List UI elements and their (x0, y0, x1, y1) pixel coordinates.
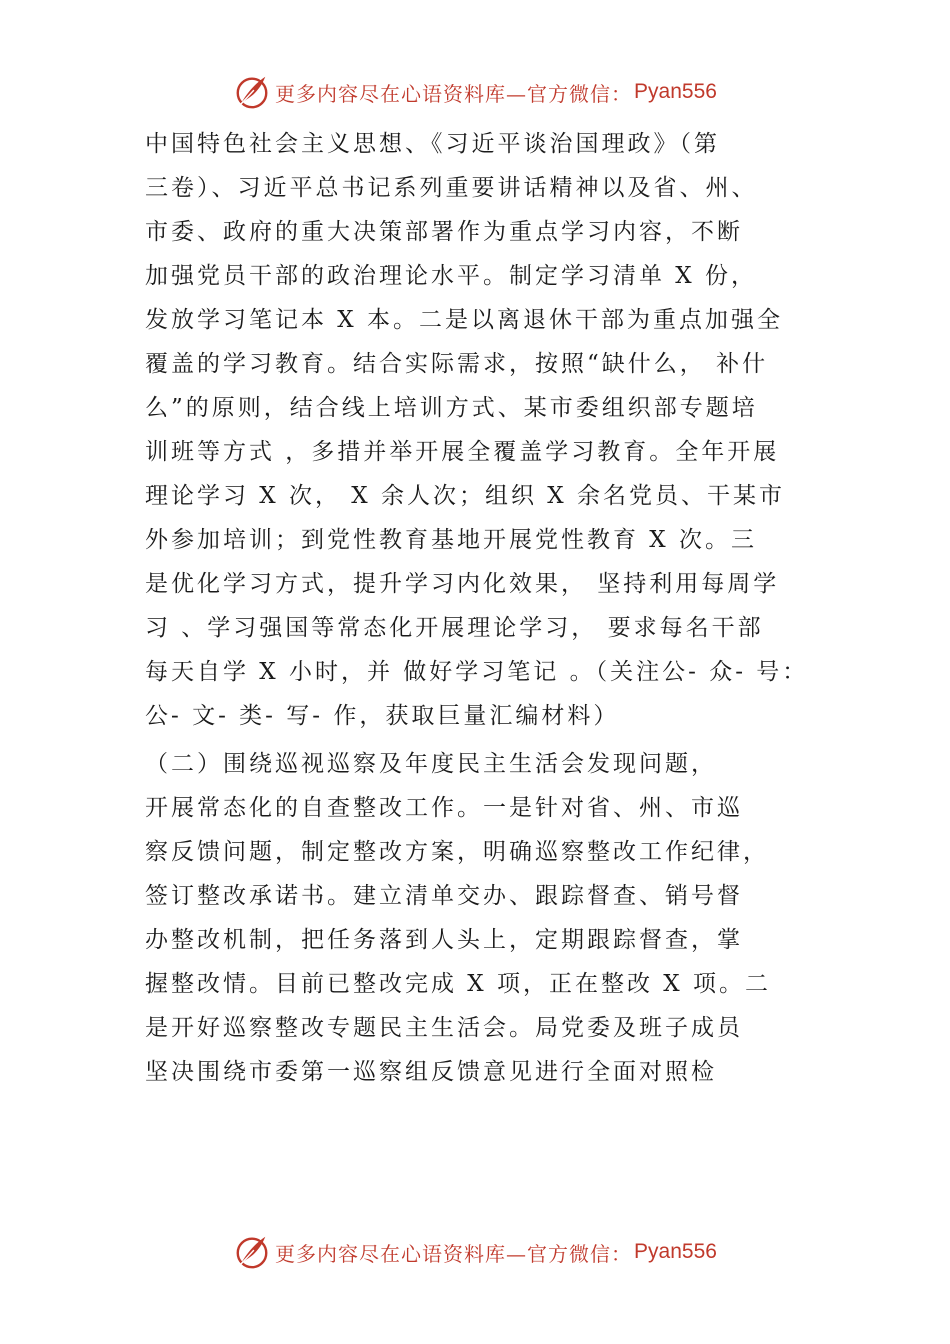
document-body (145, 122, 835, 1094)
text-line: 外参加培训；到党性教育基地开展党性教育 X 次。三 (145, 527, 757, 553)
text-line: 三卷）、习近平总书记系列重要讲话精神以及省、州、 (145, 175, 758, 201)
header-wechat-id: Pyan556 (634, 80, 717, 103)
text-line: 习 、学习强国等常态化开展理论学习， 要求每名干部 (145, 615, 764, 641)
footer-banner (0, 1232, 950, 1272)
footer-site-text: 更多内容尽在心语资料库—官方微信： (275, 1241, 633, 1266)
text-line: 签订整改承诺书。建立清单交办、跟踪督查、销号督 (145, 883, 743, 909)
feather-quill-logo-icon (233, 1233, 271, 1271)
text-line: 市委、政府的重大决策部署作为重点学习内容，不断 (145, 219, 743, 245)
text-line: 覆盖的学习教育。结合实际需求，按照“缺什么， 补什 (145, 351, 769, 377)
text-line: 理论学习 X 次， X 余人次；组织 X 余名党员、干某市 (145, 483, 785, 509)
text-line: 发放学习笔记本 X 本。二是以离退休干部为重点加强全 (145, 307, 783, 333)
text-line: 握整改情。目前已整改完成 X 项，正在整改 X 项。二 (145, 971, 771, 997)
text-line: （二）围绕巡视巡察及年度民主生活会发现问题， (145, 751, 717, 777)
text-line: 训班等方式 ，多措并举开展全覆盖学习教育。全年开展 (145, 439, 780, 465)
text-line: 加强党员干部的政治理论水平。制定学习清单 X 份， (145, 263, 757, 289)
text-line: 公- 文- 类- 写- 作，获取巨量汇编材料） (145, 703, 620, 729)
text-line: 开展常态化的自查整改工作。一是针对省、州、市巡 (145, 795, 743, 821)
text-line: 是开好巡察整改专题民主生活会。局党委及班子成员 (145, 1015, 743, 1041)
text-line: 坚决围绕市委第一巡察组反馈意见进行全面对照检 (145, 1059, 717, 1085)
text-line: 是优化学习方式，提升学习内化效果， 坚持利用每周学 (145, 571, 780, 597)
text-line: 办整改机制，把任务落到人头上，定期跟踪督查，掌 (145, 927, 743, 953)
header-site-text: 更多内容尽在心语资料库—官方微信： (275, 81, 633, 106)
text-line: 察反馈问题，制定整改方案，明确巡察整改工作纪律， (145, 839, 769, 865)
paragraph-2 (145, 742, 835, 1094)
paragraph-1 (145, 122, 835, 738)
footer-wechat-id: Pyan556 (634, 1240, 717, 1263)
text-line: 么”的原则，结合线上培训方式、某市委组织部专题培 (145, 395, 758, 421)
header-banner (0, 72, 950, 112)
text-line: 每天自学 X 小时，并 做好学习笔记 。（关注公- 众- 号： (145, 659, 809, 685)
feather-quill-logo-icon (233, 73, 271, 111)
text-line: 中国特色社会主义思想、《习近平谈治国理政》（第 (145, 131, 720, 157)
